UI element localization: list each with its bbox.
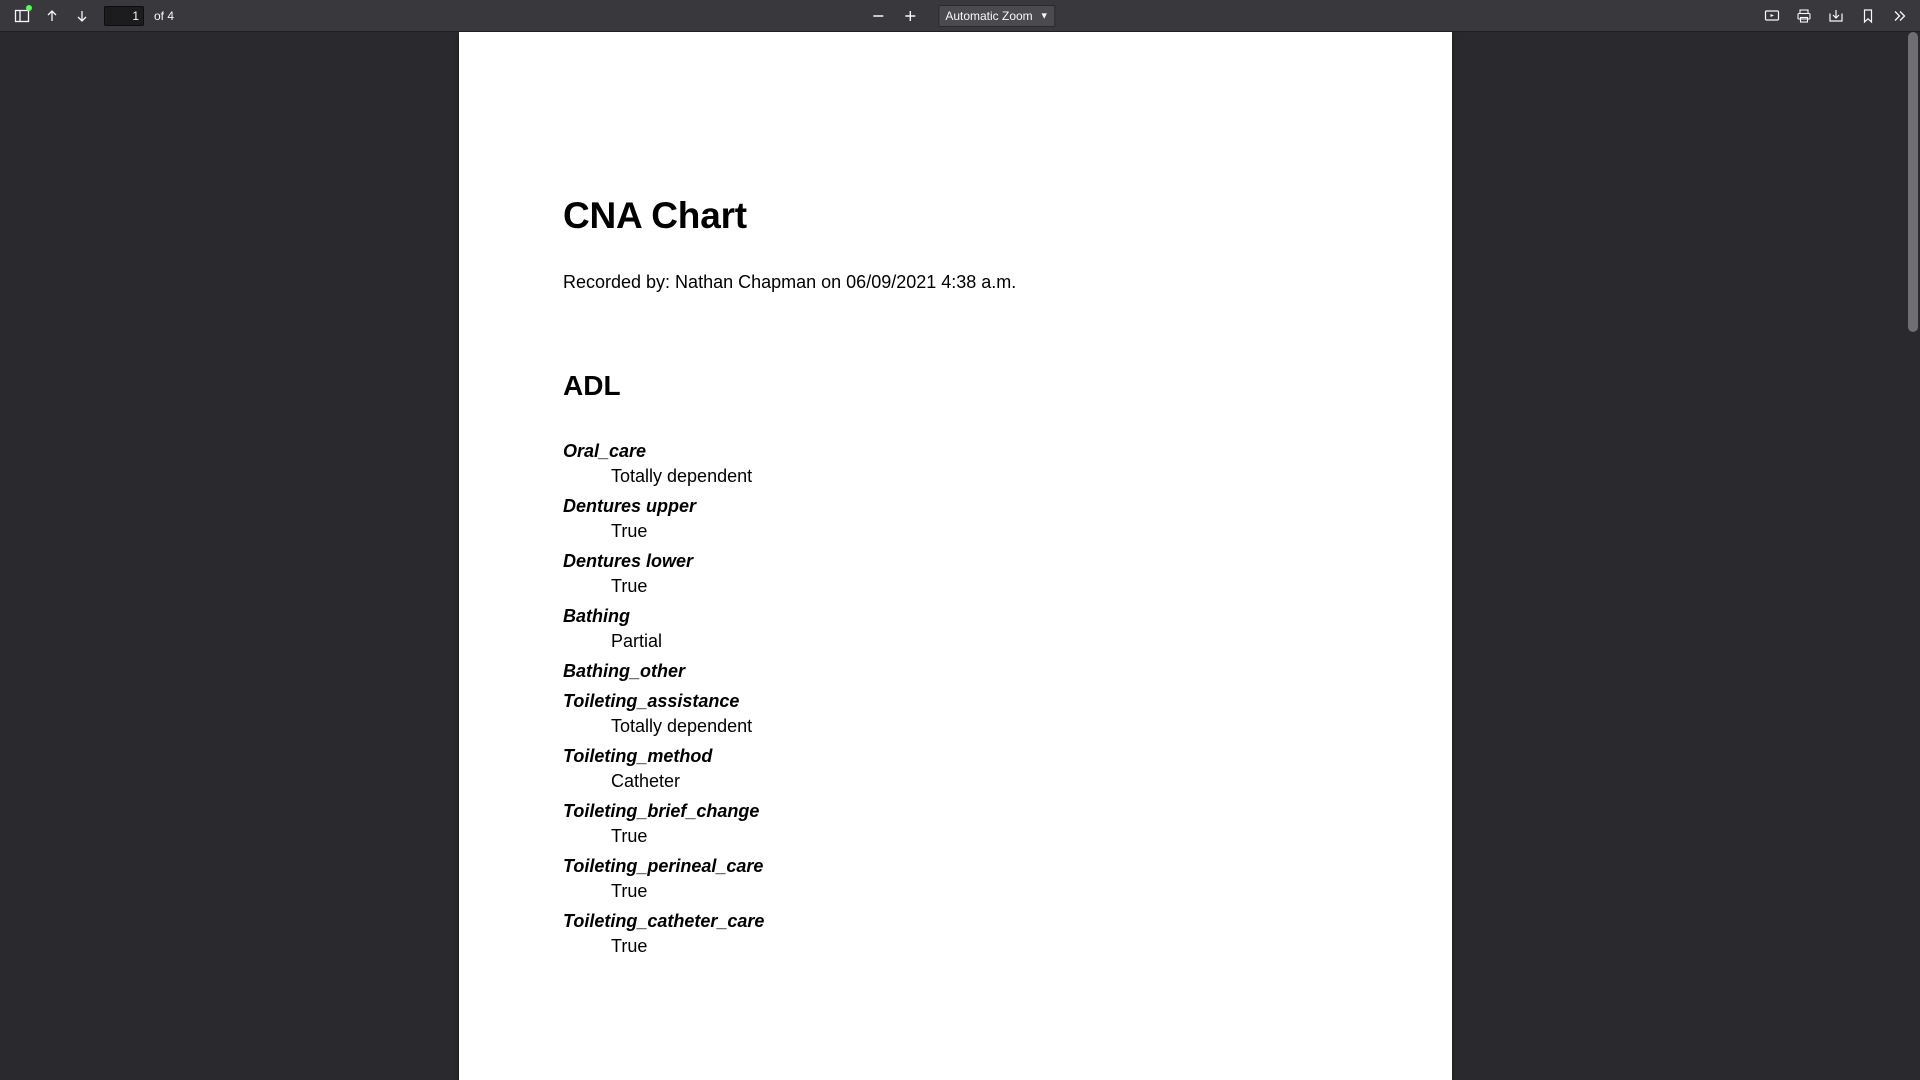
field-key: Dentures lower bbox=[563, 551, 694, 571]
print-button[interactable] bbox=[1790, 3, 1818, 29]
field-key: Toileting_perineal_care bbox=[563, 856, 764, 876]
sidebar-notification-dot bbox=[26, 5, 32, 11]
more-tools-button[interactable] bbox=[1886, 3, 1914, 29]
field-block bbox=[563, 497, 1383, 540]
save-button[interactable] bbox=[1822, 3, 1850, 29]
vertical-scrollbar[interactable] bbox=[1906, 32, 1920, 1080]
field-value: True bbox=[611, 881, 648, 901]
field-key: Bathing bbox=[563, 606, 630, 626]
next-page-button[interactable] bbox=[68, 3, 96, 29]
field-value: Totally dependent bbox=[611, 716, 753, 736]
field-block bbox=[563, 552, 1383, 595]
field-key: Toileting_catheter_care bbox=[563, 911, 765, 931]
field-block bbox=[563, 747, 1383, 790]
page-total-label: of 4 bbox=[154, 8, 175, 23]
document-title: CNA Chart bbox=[563, 195, 747, 236]
field-block bbox=[563, 857, 1383, 900]
sidebar-toggle-button[interactable] bbox=[8, 3, 36, 29]
bookmark-icon bbox=[1860, 8, 1876, 24]
field-value: Partial bbox=[611, 631, 663, 651]
arrow-up-icon bbox=[44, 8, 60, 24]
field-block bbox=[563, 607, 1383, 650]
zoom-in-button[interactable] bbox=[896, 3, 924, 29]
field-value: Totally dependent bbox=[611, 466, 753, 486]
field-key: Bathing_other bbox=[563, 661, 686, 681]
bookmark-button[interactable] bbox=[1854, 3, 1882, 29]
field-value: True bbox=[611, 936, 648, 956]
field-value: Catheter bbox=[611, 771, 681, 791]
field-value: True bbox=[611, 521, 648, 541]
field-block bbox=[563, 692, 1383, 735]
previous-page-button[interactable] bbox=[38, 3, 66, 29]
scrollbar-thumb[interactable] bbox=[1908, 32, 1918, 332]
field-block bbox=[563, 442, 1383, 485]
toolbar-zoom-group bbox=[864, 3, 1055, 29]
field-key: Toileting_assistance bbox=[563, 691, 740, 711]
printer-icon bbox=[1796, 8, 1812, 24]
zoom-out-button[interactable] bbox=[864, 3, 892, 29]
toolbar-right-group bbox=[1758, 3, 1914, 29]
plus-icon bbox=[902, 8, 918, 24]
zoom-level-select[interactable] bbox=[938, 5, 1055, 27]
pdf-page-1 bbox=[459, 32, 1452, 1080]
field-key: Toileting_method bbox=[563, 746, 713, 766]
field-key: Oral_care bbox=[563, 441, 647, 461]
document-recorded-by: Recorded by: Nathan Chapman on 06/09/2021 4:38 a.m. bbox=[563, 272, 1017, 292]
field-block bbox=[563, 662, 1383, 680]
section-heading-adl: ADL bbox=[563, 370, 621, 401]
minus-icon bbox=[870, 8, 886, 24]
field-list bbox=[563, 442, 1383, 967]
zoom-level-label: Automatic Zoom bbox=[945, 8, 1033, 23]
field-key: Dentures upper bbox=[563, 496, 697, 516]
field-block bbox=[563, 802, 1383, 845]
arrow-down-icon bbox=[74, 8, 90, 24]
field-value: True bbox=[611, 826, 648, 846]
pdf-viewer-container[interactable] bbox=[0, 32, 1920, 1080]
presentation-mode-button[interactable] bbox=[1758, 3, 1786, 29]
field-block bbox=[563, 912, 1383, 955]
field-value: True bbox=[611, 576, 648, 596]
toolbar-left-group bbox=[8, 3, 174, 29]
pdf-toolbar bbox=[0, 0, 1920, 32]
chevron-down-icon: ▼ bbox=[1039, 10, 1049, 20]
presentation-icon bbox=[1764, 8, 1780, 24]
download-icon bbox=[1828, 8, 1844, 24]
field-key: Toileting_brief_change bbox=[563, 801, 760, 821]
page-number-input[interactable] bbox=[104, 6, 144, 26]
chevron-double-right-icon bbox=[1892, 8, 1908, 24]
